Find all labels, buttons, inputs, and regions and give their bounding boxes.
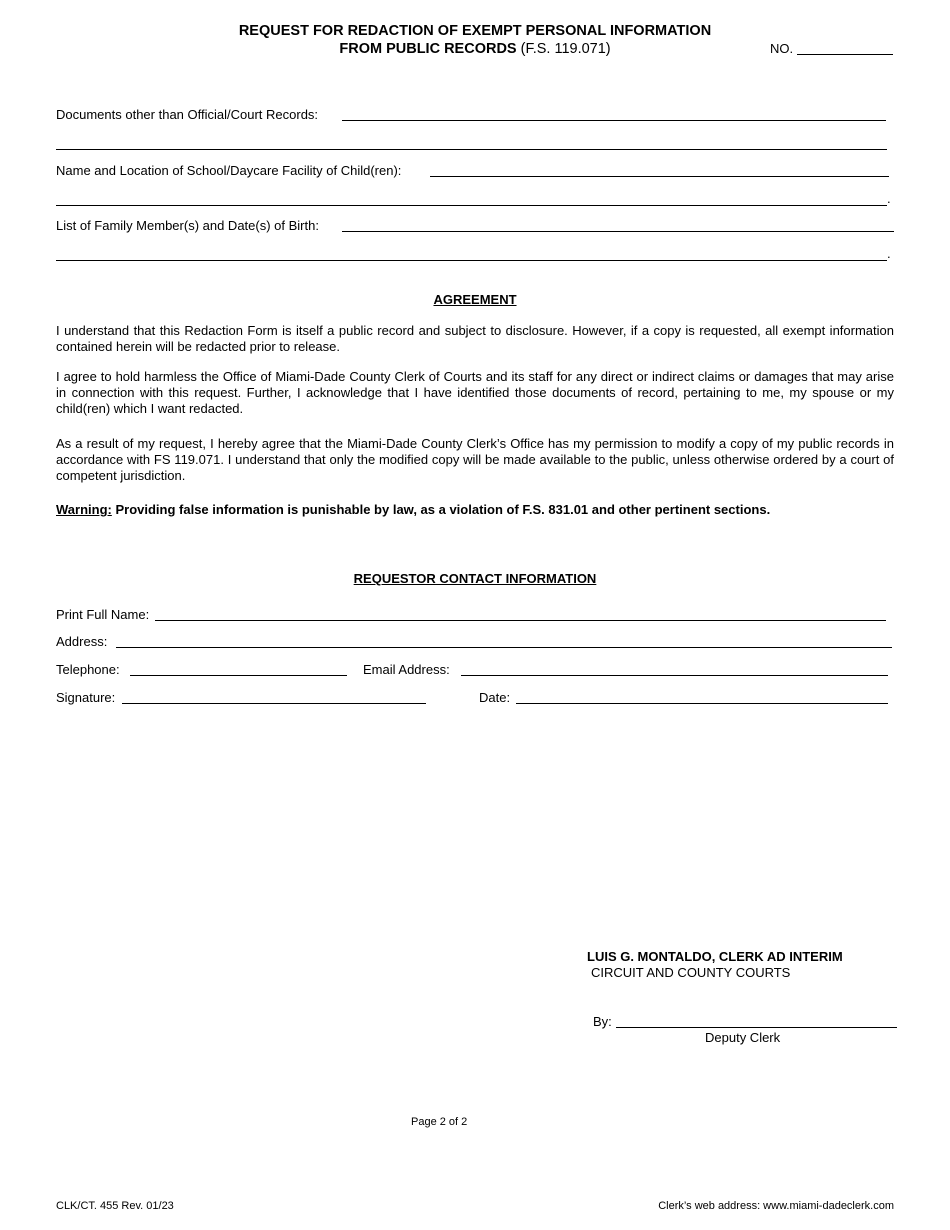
documents-label: Documents other than Official/Court Records: bbox=[56, 107, 319, 122]
agreement-heading: AGREEMENT bbox=[433, 292, 517, 307]
email-field[interactable] bbox=[461, 675, 888, 676]
school-field[interactable] bbox=[430, 176, 889, 177]
address-field[interactable] bbox=[116, 647, 892, 648]
family-line-period: . bbox=[887, 246, 891, 261]
by-label: By: bbox=[593, 1014, 612, 1029]
form-title-records: FROM PUBLIC RECORDS bbox=[339, 41, 517, 57]
form-title-line1: REQUEST FOR REDACTION OF EXEMPT PERSONAL INFORMATION bbox=[238, 23, 712, 39]
clerk-web-address: Clerk’s web address: www.miami-dadeclerk.com bbox=[658, 1200, 894, 1212]
date-label: Date: bbox=[479, 690, 511, 705]
form-title-statute: (F.S. 119.071) bbox=[520, 41, 611, 57]
full-name-field[interactable] bbox=[155, 620, 886, 621]
school-line-period: . bbox=[887, 191, 891, 206]
form-title-line2 bbox=[175, 41, 775, 57]
documents-field-line2[interactable] bbox=[56, 149, 887, 150]
clerk-name: LUIS G. MONTALDO, CLERK AD INTERIM bbox=[587, 949, 843, 964]
warning-text: Providing false information is punishable by law, as a violation of F.S. 831.01 and other pertinent sections. bbox=[115, 502, 771, 517]
date-field[interactable] bbox=[516, 703, 888, 704]
form-number-label: NO. bbox=[770, 41, 794, 56]
agreement-paragraph-2: I agree to hold harmless the Office of Miami-Dade County Clerk of Courts and its staff for any direct or indirect claims or damages that may arise in connection with this request. Further, I acknowledge that I have identified those documents of record, pertaining to me, my spouse or my child(ren) which I want redacted. bbox=[56, 369, 894, 416]
deputy-signature-field[interactable] bbox=[616, 1027, 897, 1028]
agreement-paragraph-3: As a result of my request, I hereby agree that the Miami-Dade County Clerk’s Office has my permission to modify a copy of my public records in accordance with FS 119.071. I understand that only the modified copy will be made available to the public, unless otherwise ordered by a court of competent jurisdiction. bbox=[56, 436, 894, 483]
signature-label: Signature: bbox=[56, 690, 116, 705]
clerk-courts: CIRCUIT AND COUNTY COURTS bbox=[591, 965, 791, 980]
documents-field[interactable] bbox=[342, 120, 886, 121]
deputy-clerk-label: Deputy Clerk bbox=[705, 1030, 781, 1045]
telephone-field[interactable] bbox=[130, 675, 347, 676]
school-field-line2[interactable] bbox=[56, 205, 887, 206]
email-label: Email Address: bbox=[363, 662, 450, 677]
telephone-label: Telephone: bbox=[56, 662, 120, 677]
family-label: List of Family Member(s) and Date(s) of Birth: bbox=[56, 218, 319, 233]
warning-label: Warning: bbox=[56, 502, 112, 517]
warning-statement bbox=[56, 502, 770, 517]
family-field[interactable] bbox=[342, 231, 894, 232]
requestor-heading: REQUESTOR CONTACT INFORMATION bbox=[353, 571, 597, 586]
school-label: Name and Location of School/Daycare Facility of Child(ren): bbox=[56, 163, 402, 178]
address-label: Address: bbox=[56, 634, 108, 649]
page-number: Page 2 of 2 bbox=[411, 1116, 468, 1128]
family-field-line2[interactable] bbox=[56, 260, 887, 261]
signature-field[interactable] bbox=[122, 703, 426, 704]
form-code: CLK/CT. 455 Rev. 01/23 bbox=[56, 1200, 174, 1212]
form-number-field[interactable] bbox=[797, 54, 893, 55]
agreement-paragraph-1: I understand that this Redaction Form is itself a public record and subject to disclosure. However, if a copy is requested, all exempt information contained herein will be redacted prior to release. bbox=[56, 323, 894, 354]
name-label: Print Full Name: bbox=[56, 607, 150, 622]
